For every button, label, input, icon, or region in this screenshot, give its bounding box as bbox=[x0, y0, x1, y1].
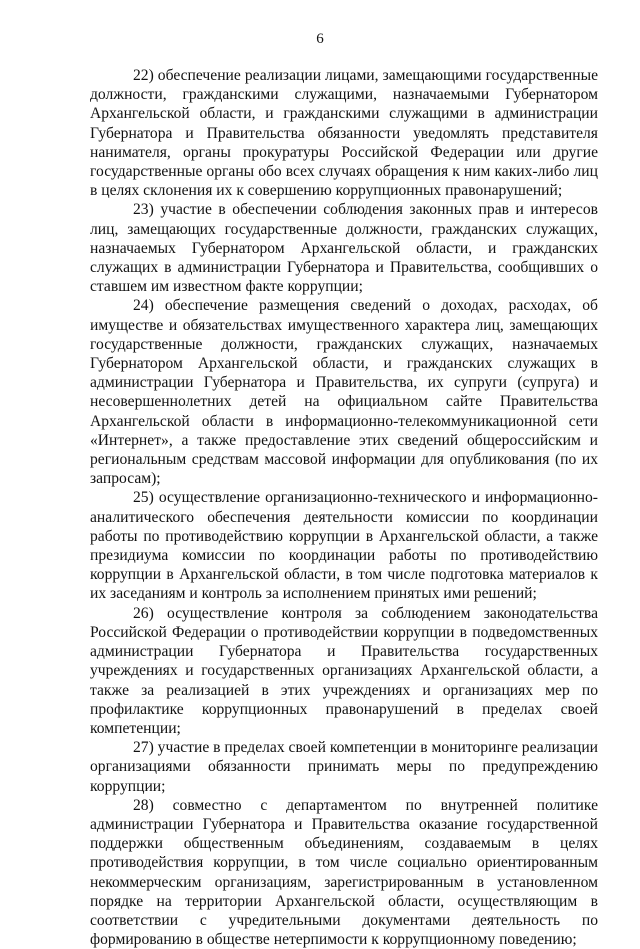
document-body bbox=[90, 66, 598, 949]
paragraph-item-24: 24) обеспечение размещения сведений о доходах, расходах, об имуществе и обязательствах имущественного характера лиц, замещающих государственные должности, гражданских служащих, назначаемых Губернатором Архангельской области, и гражданских служащих в администрации Губернатора и Правительства, их супруги (супруга) и несовершеннолетних детей на официальном сайте Правительства Архангельской области в информационно-телекоммуникационной сети «Интернет», а также предоставление этих сведений общероссийским и региональным средствам массовой информации для опубликования (по их запросам); bbox=[90, 297, 598, 488]
paragraph-item-28: 28) совместно с департаментом по внутренней политике администрации Губернатора и Правительства оказание государственной поддержки общественным объединениям, создаваемым в целях противодействия коррупции, в том числе социально ориентированным некоммерческим организациям, зарегистрированным в установленном порядке на территории Архангельской области, осуществляющим в соответствии с учредительными документами деятельность по формированию в обществе нетерпимости к коррупционному поведению; bbox=[90, 796, 598, 949]
page-number: 6 bbox=[316, 31, 324, 47]
paragraph-item-22: 22) обеспечение реализации лицами, замещающими государственные должности, гражданскими служащими, назначаемыми Губернатором Архангельской области, и гражданскими служащими в администрации Губернатора и Правительства обязанности уведомлять представителя нанимателя, органы прокуратуры Российской Федерации или другие государственные органы обо всех случаях обращения к ним каких-либо лиц в целях склонения их к совершению коррупционных правонарушений; bbox=[90, 67, 598, 200]
paragraph-item-27: 27) участие в пределах своей компетенции в мониторинге реализации организациями обязанности принимать меры по предупреждению коррупции; bbox=[90, 739, 599, 795]
paragraph-item-25: 25) осуществление организационно-технического и информационно-аналитического обеспечения деятельности комиссии по координации работы по противодействию коррупции в Архангельской области, а также президиума комиссии по координации работы по противодействию коррупции в Архангельской области, в том числе подготовка материалов к их заседаниям и контроль за исполнением принятых ими решений; bbox=[90, 489, 598, 603]
paragraph-item-23: 23) участие в обеспечении соблюдения законных прав и интересов лиц, замещающих государственные должности, гражданских служащих, назначаемых Губернатором Архангельской области, и гражданских служащих в администрации Губернатора и Правительства, сообщивших о ставшем им известном факте коррупции; bbox=[90, 201, 598, 296]
paragraph-item-26: 26) осуществление контроля за соблюдением законодательства Российской Федерации о противодействии коррупции в подведомственных администрации Губернатора и Правительства государственных учреждениях и государственных организациях Архангельской области, а также за реализацией в этих учреждениях и организациях мер по профилактике коррупционных правонарушений в пределах своей компетенции; bbox=[90, 604, 598, 737]
